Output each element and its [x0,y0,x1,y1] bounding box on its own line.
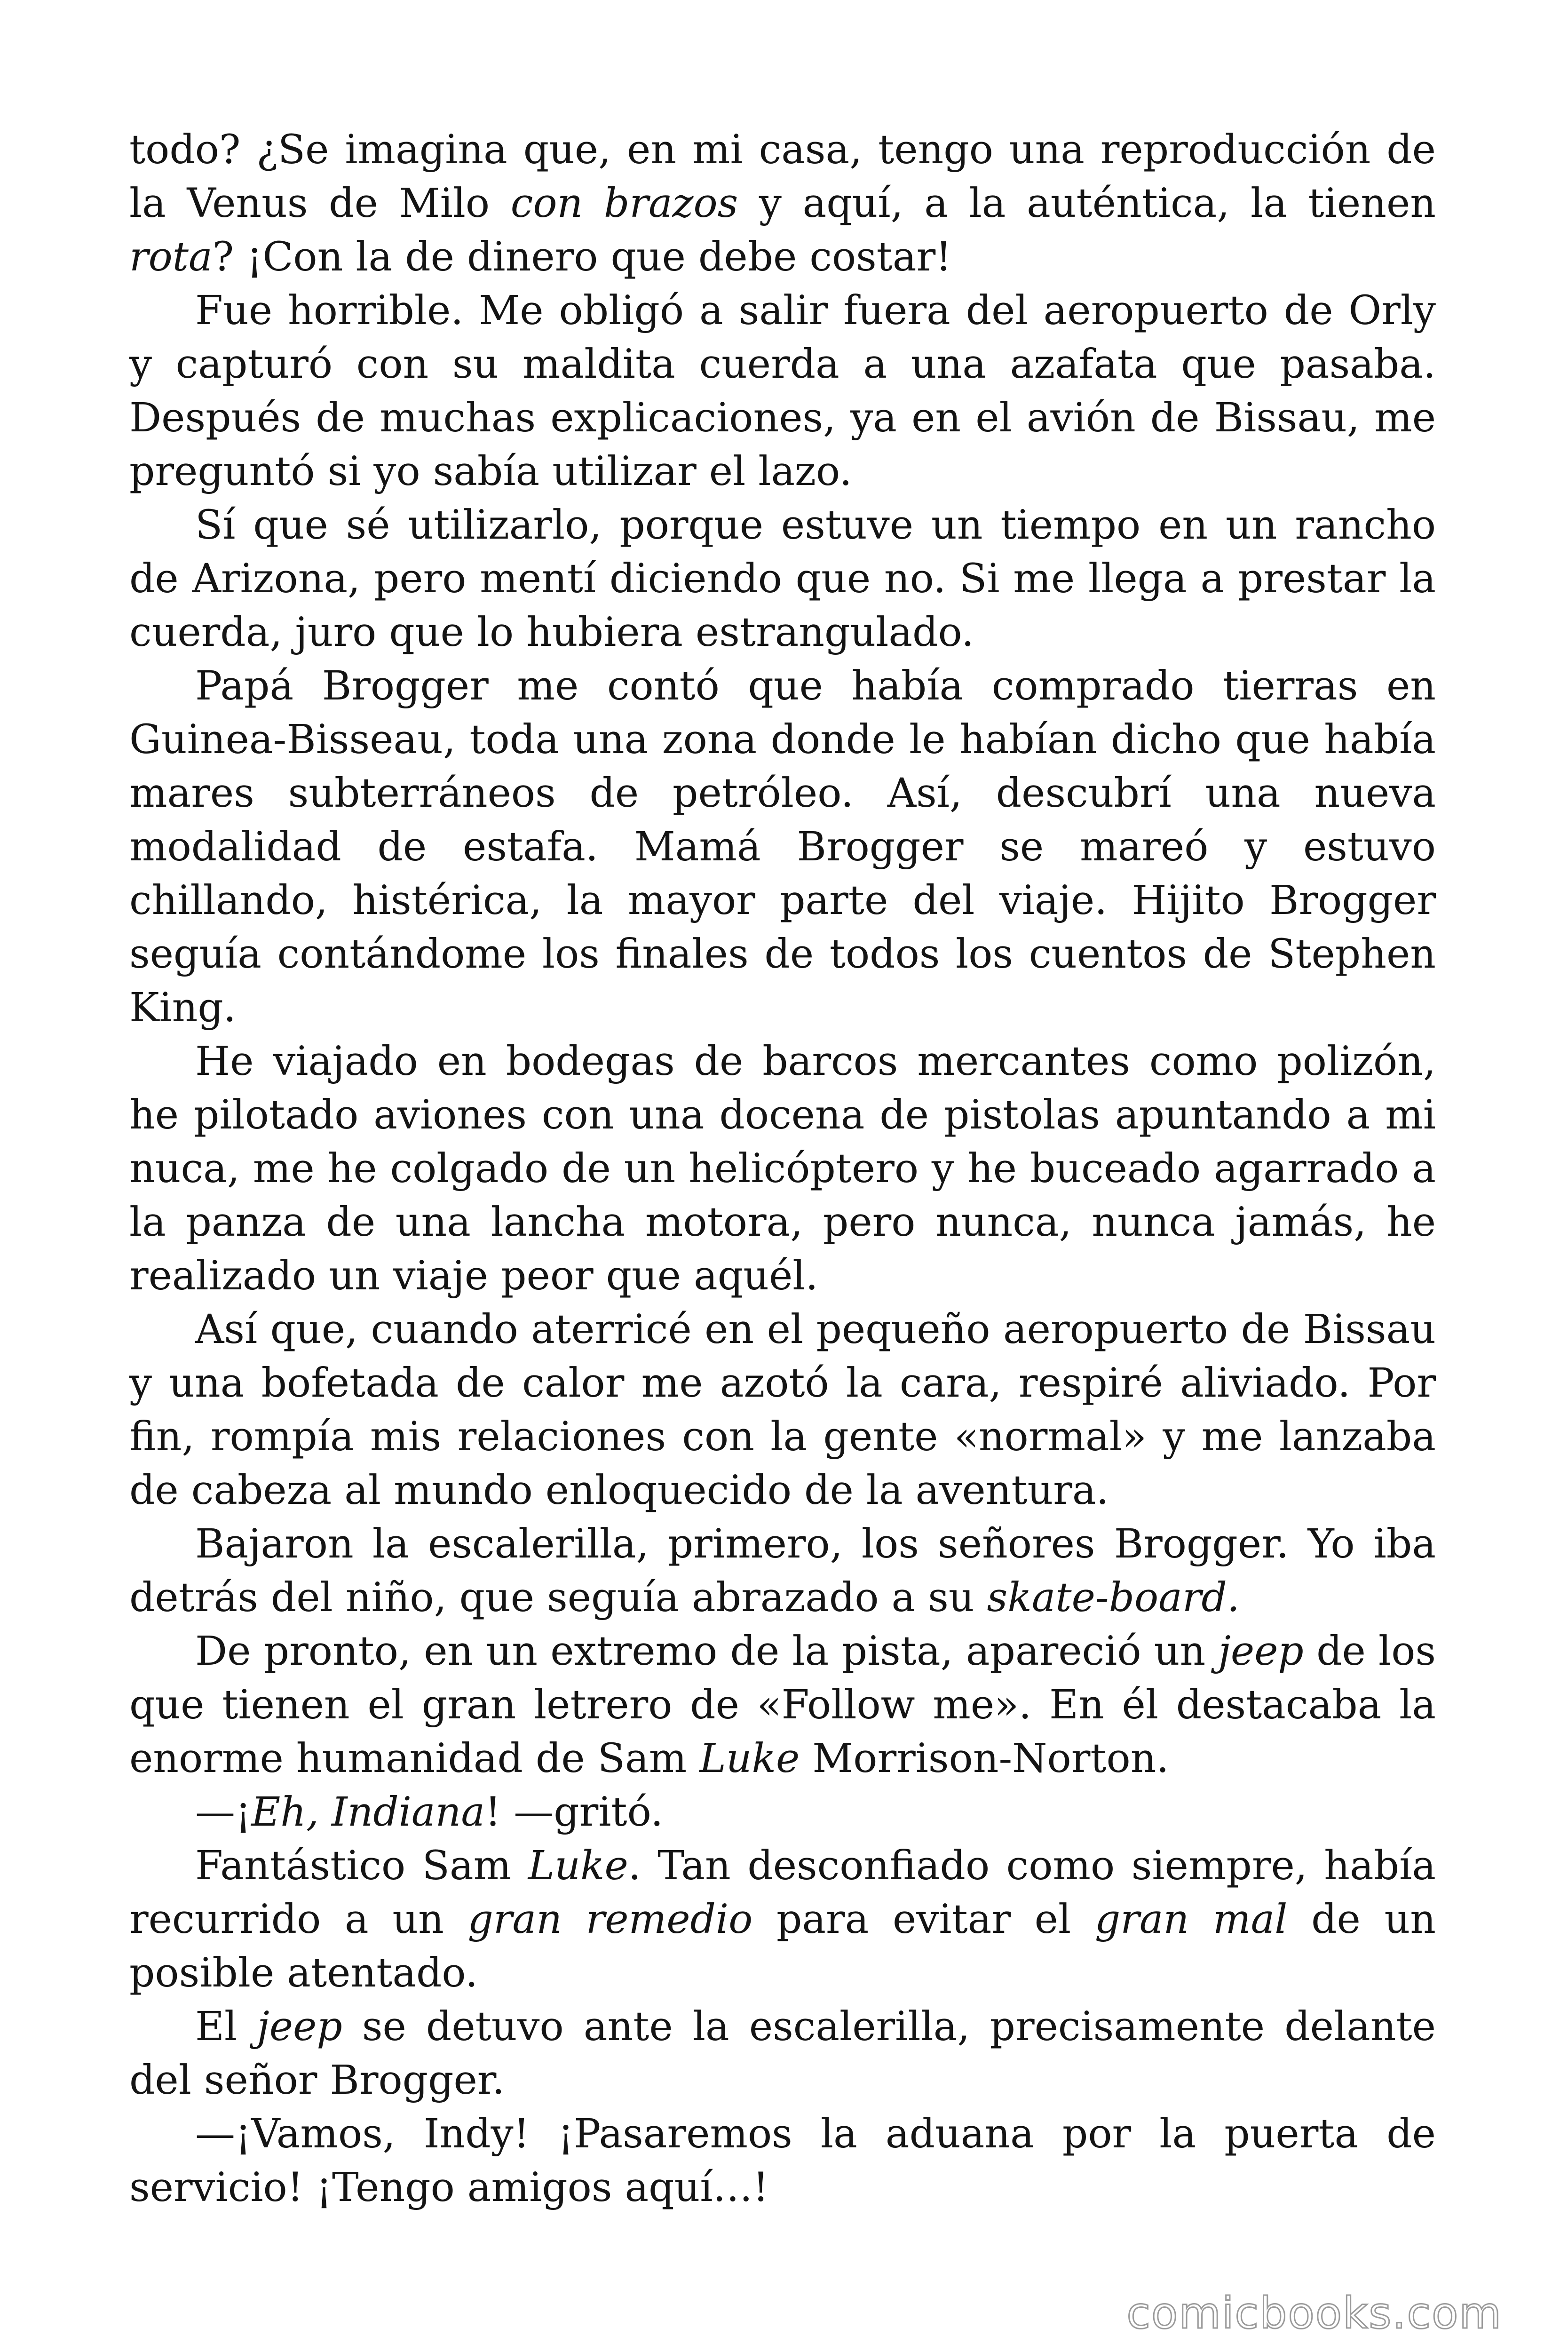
italic-run: gran remedio [467,1896,753,1943]
paragraph [129,1303,1436,1518]
text-run: para evitar el [752,1896,1095,1943]
italic-run: jeep [1218,1628,1304,1675]
italic-run: Luke [699,1735,800,1782]
text-run: ? ¡Con la de dinero que debe costar! [212,234,952,280]
text-run: Sí que sé utilizarlo, porque estuve un tiempo en un rancho de Arizona, pero mentí diciendo que no. Si me llega a prestar la cuerda, juro que lo hubiera estrangulado. [129,502,1436,656]
paragraph [129,2107,1436,2215]
italic-run: gran mal [1094,1896,1288,1943]
text-run: todo? ¿Se imagina que, en mi casa, tengo una reproducción de la Venus de Milo [129,127,1436,227]
italic-run: jeep [257,2003,342,2050]
text-run: El [195,2003,257,2050]
paragraph [129,2000,1436,2107]
paragraph [129,1786,1436,1839]
text-run: de un posible atentado. [129,1896,1436,1996]
paragraph [129,499,1436,660]
text-run: Fantástico Sam [195,1843,528,1889]
text-run: He viajado en bodegas de barcos mercantes como polizón, he pilotado aviones con una docena de pistolas apuntando a mi nuca, me he colgado de un helicóptero y he buceado agarrado a la panza de una lancha motora, pero nunca, nunca jamás, he realizado un viaje peor que aquél. [129,1038,1436,1299]
text-run: —¡ [195,1789,252,1836]
text-run: Bajaron la escalerilla, primero, los señores Brogger. Yo iba detrás del niño, que seguía abrazado a su [129,1521,1436,1621]
text-run: De pronto, en un extremo de la pista, apareció un [195,1628,1219,1675]
text-run: . Tan desconfiado como siempre, había recurrido a un [129,1843,1436,1943]
text-run: Morrison-Norton. [800,1735,1169,1782]
paragraph [129,284,1436,499]
paragraph [129,660,1436,1035]
text-run: de los que tienen el gran letrero de «Follow me». En él destacaba la enorme humanidad de Sam [129,1628,1436,1782]
text-run: ! —gritó. [485,1789,664,1836]
text-run: Papá Brogger me contó que había comprado tierras en Guinea-Bisseau, toda una zona donde le habían dicho que había mares subterráneos de petróleo. Así, descubrí una nueva modalidad de estafa. Mamá Brogger se mareó y estuvo chillando, histérica, la mayor parte del viaje. Hijito Brogger seguía contándome los finales de todos los cuentos de Stephen King. [129,663,1436,1031]
text-run: Fue horrible. Me obligó a salir fuera del aeropuerto de Orly y capturó con su maldita cuerda a una azafata que pasaba. Después de muchas explicaciones, ya en el avión de Bissau, me preguntó si yo sabía utilizar el lazo. [129,287,1436,495]
book-page-text [129,123,1436,2215]
italic-run: rota [129,234,213,280]
site-watermark: comicbooks.com [1126,2288,1502,2338]
text-run: y aquí, a la auténtica, la tienen [738,180,1436,227]
italic-run: con brazos [510,180,738,227]
paragraph [129,1035,1436,1303]
italic-run: Eh, Indiana [251,1789,485,1836]
italic-run: skate-board. [987,1574,1240,1621]
italic-run: Luke [528,1843,628,1889]
text-run: Así que, cuando aterricé en el pequeño aeropuerto de Bissau y una bofetada de calor me azotó la cara, respiré aliviado. Por fin, rompía mis relaciones con la gente «normal» y me lanzaba de cabeza al mundo enloquecido de la aventura. [129,1306,1436,1514]
text-run: se detuvo ante la escalerilla, precisamente delante del señor Brogger. [129,2003,1436,2104]
paragraph [129,1518,1436,1625]
text-run: —¡Vamos, Indy! ¡Pasaremos la aduana por la puerta de servicio! ¡Tengo amigos aquí…! [129,2111,1436,2211]
paragraph [129,123,1436,284]
paragraph [129,1625,1436,1786]
paragraph [129,1839,1436,2000]
